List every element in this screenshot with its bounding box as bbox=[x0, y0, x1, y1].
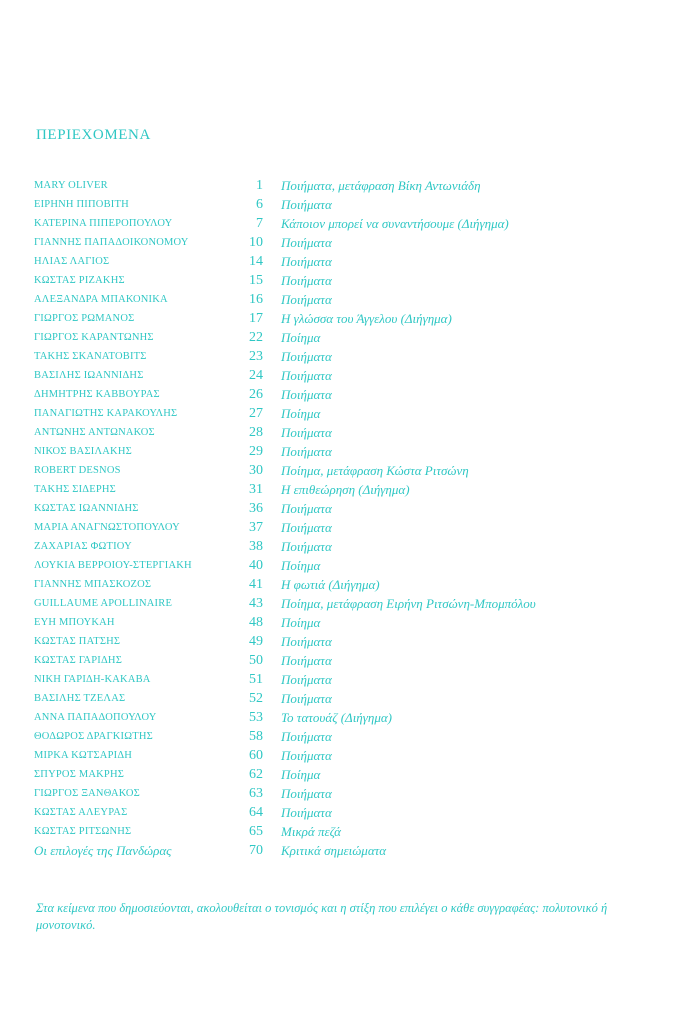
toc-author: ΒΑΣΙΛΗΣ ΙΩΑΝΝΙΔΗΣ bbox=[34, 370, 144, 381]
toc-page-number: 43 bbox=[249, 596, 263, 611]
toc-author: ΚΑΤΕΡΙΝΑ ΠΙΠΕΡΟΠΟΥΛΟΥ bbox=[34, 218, 173, 229]
toc-author: ΕΥΗ ΜΠΟΥΚΑΗ bbox=[34, 617, 115, 628]
toc-author: ΖΑΧΑΡΙΑΣ ΦΩΤΙΟΥ bbox=[34, 541, 132, 552]
toc-page-number: 41 bbox=[249, 577, 263, 592]
toc-author: ΓΙΑΝΝΗΣ ΜΠΑΣΚΟΖΟΣ bbox=[34, 579, 152, 590]
toc-work-title: Ποιήματα bbox=[281, 653, 332, 668]
toc-entry bbox=[34, 784, 654, 803]
toc-entry bbox=[34, 613, 654, 632]
toc-entry bbox=[34, 803, 654, 822]
toc-work-title: Ποιήματα bbox=[281, 197, 332, 212]
toc-page-number: 48 bbox=[249, 615, 263, 630]
toc-page-number: 38 bbox=[249, 539, 263, 554]
toc-author: ΓΙΩΡΓΟΣ ΡΩΜΑΝΟΣ bbox=[34, 313, 135, 324]
toc-work-title: Μικρά πεζά bbox=[281, 824, 341, 839]
toc-page-number: 23 bbox=[249, 349, 263, 364]
toc-work-title: Ποιήματα bbox=[281, 273, 332, 288]
toc-author: ΜΑΡΙΑ ΑΝΑΓΝΩΣΤΟΠΟΥΛΟΥ bbox=[34, 522, 180, 533]
toc-entry bbox=[34, 537, 654, 556]
toc-author: ΚΩΣΤΑΣ ΡΙΤΣΩΝΗΣ bbox=[34, 826, 132, 837]
toc-entry bbox=[34, 689, 654, 708]
toc-entry bbox=[34, 366, 654, 385]
toc-work-title: Ποίημα bbox=[281, 615, 321, 630]
toc-entry bbox=[34, 765, 654, 784]
toc-work-title: Ποιήματα bbox=[281, 520, 332, 535]
toc-page-number: 50 bbox=[249, 653, 263, 668]
toc-work-title: Ποιήματα bbox=[281, 672, 332, 687]
toc-author: ΝΙΚΗ ΓΑΡΙΔΗ-ΚΑΚΑΒΑ bbox=[34, 674, 151, 685]
toc-page-number: 27 bbox=[249, 406, 263, 421]
toc-entry bbox=[34, 385, 654, 404]
toc-entry bbox=[34, 575, 654, 594]
toc-work-title: Ποιήματα bbox=[281, 805, 332, 820]
toc-author: ΚΩΣΤΑΣ ΑΛΕΥΡΑΣ bbox=[34, 807, 128, 818]
toc-page-number: 52 bbox=[249, 691, 263, 706]
toc-page-number: 1 bbox=[256, 178, 263, 193]
toc-author: ΘΟΔΩΡΟΣ ΔΡΑΓΚΙΩΤΗΣ bbox=[34, 731, 153, 742]
toc-work-title: Ποίημα bbox=[281, 406, 321, 421]
toc-entry bbox=[34, 404, 654, 423]
toc-author: ΒΑΣΙΛΗΣ ΤΖΕΛΑΣ bbox=[34, 693, 126, 704]
toc-work-title: Ποιήματα bbox=[281, 425, 332, 440]
toc-author: ΤΑΚΗΣ ΣΙΔΕΡΗΣ bbox=[34, 484, 116, 495]
toc-entry bbox=[34, 461, 654, 480]
toc-page-number: 29 bbox=[249, 444, 263, 459]
toc-entry bbox=[34, 556, 654, 575]
toc-entry bbox=[34, 746, 654, 765]
toc-author: ΕΙΡΗΝΗ ΠΙΠΟΒΙΤΗ bbox=[34, 199, 129, 210]
toc-entry bbox=[34, 347, 654, 366]
toc-entry bbox=[34, 214, 654, 233]
toc-author: ΜΙΡΚΑ ΚΩΤΣΑΡΙΔΗ bbox=[34, 750, 133, 761]
toc-work-title: Κριτικά σημειώματα bbox=[281, 843, 387, 858]
toc-page-number: 64 bbox=[249, 805, 263, 820]
toc-entry bbox=[34, 822, 654, 841]
toc-entry bbox=[34, 442, 654, 461]
toc-work-title: Ποιήματα bbox=[281, 349, 332, 364]
toc-work-title: Ποιήματα bbox=[281, 748, 332, 763]
toc-work-title: Ποιήματα bbox=[281, 368, 332, 383]
toc-entry bbox=[34, 499, 654, 518]
toc-work-title: Ποιήματα bbox=[281, 444, 332, 459]
toc-work-title: Ποίημα, μετάφραση Ειρήνη Ριτσώνη-Μπομπόλου bbox=[281, 596, 536, 611]
toc-entry bbox=[34, 518, 654, 537]
toc-entry bbox=[34, 841, 654, 860]
toc-entry bbox=[34, 632, 654, 651]
page-title: ΠΕΡΙΕΧΟΜΕΝΑ bbox=[36, 127, 151, 143]
toc-list bbox=[34, 176, 654, 860]
toc-page-number: 70 bbox=[249, 843, 263, 858]
toc-page-number: 10 bbox=[249, 235, 263, 250]
toc-page-number: 37 bbox=[249, 520, 263, 535]
toc-author: ΝΙΚΟΣ ΒΑΣΙΛΑΚΗΣ bbox=[34, 446, 132, 457]
toc-page-number: 14 bbox=[249, 254, 263, 269]
toc-author: ΚΩΣΤΑΣ ΠΑΤΣΗΣ bbox=[34, 636, 121, 647]
toc-page-number: 17 bbox=[249, 311, 263, 326]
toc-author: ΑΝΤΩΝΗΣ ΑΝΤΩΝΑΚΟΣ bbox=[34, 427, 155, 438]
toc-work-title: Ποιήματα bbox=[281, 292, 332, 307]
toc-page-number: 16 bbox=[249, 292, 263, 307]
toc-page-number: 6 bbox=[256, 197, 263, 212]
toc-work-title: Ποιήματα bbox=[281, 786, 332, 801]
toc-page-number: 53 bbox=[249, 710, 263, 725]
toc-work-title: Ποίημα bbox=[281, 330, 321, 345]
toc-page-number: 7 bbox=[256, 216, 263, 231]
toc-author: Οι επιλογές της Πανδώρας bbox=[34, 843, 172, 858]
toc-work-title: Ποίημα bbox=[281, 558, 321, 573]
toc-entry bbox=[34, 727, 654, 746]
toc-author: MARY OLIVER bbox=[34, 180, 108, 191]
toc-entry bbox=[34, 423, 654, 442]
toc-page-number: 30 bbox=[249, 463, 263, 478]
toc-author: ΚΩΣΤΑΣ ΡΙΖΑΚΗΣ bbox=[34, 275, 125, 286]
toc-author: ΑΝΝΑ ΠΑΠΑΔΟΠΟΥΛΟΥ bbox=[34, 712, 157, 723]
toc-page-number: 63 bbox=[249, 786, 263, 801]
editorial-note: Στα κείμενα που δημοσιεύονται, ακολουθείται ο τονισμός και η στίξη που επιλέγει ο κάθε συγγραφέας: πολυτονικό ή μονοτονικό. bbox=[36, 901, 608, 932]
toc-work-title: Η φωτιά (Διήγημα) bbox=[281, 577, 380, 592]
toc-entry bbox=[34, 309, 654, 328]
toc-work-title: Ποιήματα bbox=[281, 387, 332, 402]
toc-page-number: 26 bbox=[249, 387, 263, 402]
toc-page-number: 65 bbox=[249, 824, 263, 839]
toc-entry bbox=[34, 252, 654, 271]
toc-page-number: 36 bbox=[249, 501, 263, 516]
toc-page-number: 51 bbox=[249, 672, 263, 687]
toc-entry bbox=[34, 328, 654, 347]
toc-page-number: 58 bbox=[249, 729, 263, 744]
toc-author: ΑΛΕΞΑΝΔΡΑ ΜΠΑΚΟΝΙΚΑ bbox=[34, 294, 168, 305]
toc-author: ΓΙΑΝΝΗΣ ΠΑΠΑΔΟΙΚΟΝΟΜΟΥ bbox=[34, 237, 189, 248]
toc-page-number: 60 bbox=[249, 748, 263, 763]
toc-author: ΣΠΥΡΟΣ ΜΑΚΡΗΣ bbox=[34, 769, 125, 780]
toc-work-title: Κάποιον μπορεί να συναντήσουμε (Διήγημα) bbox=[281, 216, 509, 231]
toc-entry bbox=[34, 290, 654, 309]
toc-entry bbox=[34, 233, 654, 252]
toc-author: ΛΟΥΚΙΑ ΒΕΡΡΟΙΟΥ-ΣΤΕΡΓΙΑΚΗ bbox=[34, 560, 192, 571]
toc-page-number: 62 bbox=[249, 767, 263, 782]
toc-page-number: 24 bbox=[249, 368, 263, 383]
toc-entry bbox=[34, 176, 654, 195]
toc-work-title: Ποιήματα bbox=[281, 254, 332, 269]
toc-author: ΓΙΩΡΓΟΣ ΚΑΡΑΝΤΩΝΗΣ bbox=[34, 332, 154, 343]
toc-author: ΓΙΩΡΓΟΣ ΞΑΝΘΑΚΟΣ bbox=[34, 788, 140, 799]
toc-work-title: Το τατουάζ (Διήγημα) bbox=[281, 710, 393, 725]
toc-entry bbox=[34, 651, 654, 670]
toc-page-number: 28 bbox=[249, 425, 263, 440]
toc-work-title: Η γλώσσα του Άγγελου (Διήγημα) bbox=[281, 311, 452, 326]
toc-author: ΗΛΙΑΣ ΛΑΓΙΟΣ bbox=[34, 256, 110, 267]
toc-author: ΔΗΜΗΤΡΗΣ ΚΑΒΒΟΥΡΑΣ bbox=[34, 389, 160, 400]
toc-page-number: 31 bbox=[249, 482, 263, 497]
toc-entry bbox=[34, 271, 654, 290]
toc-author: ΚΩΣΤΑΣ ΓΑΡΙΔΗΣ bbox=[34, 655, 122, 666]
toc-work-title: Ποιήματα bbox=[281, 729, 332, 744]
toc-work-title: Η επιθεώρηση (Διήγημα) bbox=[281, 482, 410, 497]
toc-work-title: Ποιήματα bbox=[281, 235, 332, 250]
toc-author: ΚΩΣΤΑΣ ΙΩΑΝΝΙΔΗΣ bbox=[34, 503, 139, 514]
toc-work-title: Ποίημα, μετάφραση Κώστα Ριτσώνη bbox=[281, 463, 469, 478]
toc-page-number: 22 bbox=[249, 330, 263, 345]
toc-work-title: Ποιήματα, μετάφραση Βίκη Αντωνιάδη bbox=[281, 178, 481, 193]
toc-entry bbox=[34, 480, 654, 499]
toc-work-title: Ποιήματα bbox=[281, 634, 332, 649]
toc-author: ΠΑΝΑΓΙΩΤΗΣ ΚΑΡΑΚΟΥΛΗΣ bbox=[34, 408, 178, 419]
toc-entry bbox=[34, 594, 654, 613]
toc-page-number: 40 bbox=[249, 558, 263, 573]
toc-page-number: 49 bbox=[249, 634, 263, 649]
toc-work-title: Ποιήματα bbox=[281, 501, 332, 516]
toc-author: GUILLAUME APOLLINAIRE bbox=[34, 598, 173, 609]
toc-entry bbox=[34, 195, 654, 214]
toc-author: ΤΑΚΗΣ ΣΚΑΝΑΤΟΒΙΤΣ bbox=[34, 351, 147, 362]
toc-work-title: Ποιήματα bbox=[281, 691, 332, 706]
toc-entry bbox=[34, 670, 654, 689]
toc-work-title: Ποιήματα bbox=[281, 539, 332, 554]
toc-entry bbox=[34, 708, 654, 727]
toc-author: ROBERT DESNOS bbox=[34, 465, 121, 476]
toc-work-title: Ποίημα bbox=[281, 767, 321, 782]
toc-page-number: 15 bbox=[249, 273, 263, 288]
